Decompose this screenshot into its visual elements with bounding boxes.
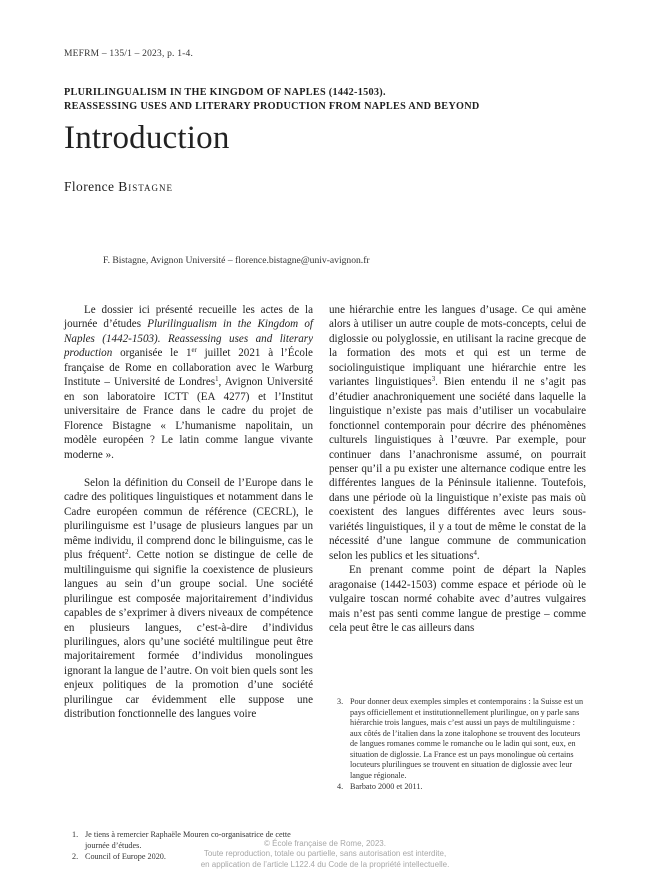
- copyright-line-1: © École française de Rome, 2023.: [264, 839, 386, 848]
- author-last-name: Bistagne: [118, 179, 173, 194]
- footnote-number: 1.: [72, 830, 79, 839]
- footnote-text: Barbato 2000 et 2011.: [350, 782, 423, 791]
- text-run: . Cette notion se distingue de celle de multilinguisme qui signifie la coexistence de plusieurs langues au sein d’un groupe social. Une société plurilingue est composée majoritairement d’individus capables de s’exprimer à divers niveaux de compétence en plusieurs langues, c’est-à-dire d’individus plurilingues, alors qu’une société multilingue peut être majoritairement formée d’individus monolingues ignorant la langue de l’autre. On voit bien quels sont les enjeux politiques de la promotion d’une société plurilingue car évidemment elle suppose une distribution fonctionnelle des langues voire: [64, 549, 313, 721]
- dossier-title: [64, 86, 604, 113]
- text-run: organisée le 1: [112, 347, 192, 360]
- footnote-ref-4[interactable]: 4: [473, 549, 477, 557]
- author-first-name: Florence: [64, 179, 115, 194]
- text-run: , Avignon Université en son laboratoire ICTT (EA 4277) et l’Institut universitaire de France dans le cadre du projet de Florence Bistagne « L’humanisme napolitain, un modèle européen ? Le latin comme langue vivante moderne ».: [64, 376, 313, 461]
- footnotes-right: [329, 697, 587, 794]
- italic-title: Plurilingualism in the Kingdom of Naples (1442-1503). Reassessing uses and literary production: [64, 318, 313, 360]
- dossier-title-line-1: PLURILINGUALISM IN THE KINGDOM OF NAPLES (1442-1503).: [64, 87, 386, 98]
- copyright-notice: [0, 839, 650, 870]
- footnote-text: Je tiens à remercier Raphaële Mouren co-organisatrice de cette journée d’études.: [85, 830, 291, 850]
- ordinal-superscript: er: [191, 347, 197, 355]
- footnote-ref-3[interactable]: 3: [431, 376, 436, 384]
- text-run: une hiérarchie entre les langues d’usage. Ce qui amène alors à utiliser un autre couple de mots-concepts, celui de diglossie ou polyglossie, en utilisant la racine grecque de la formation des mots et qui est un terme de sociolinguistique impliquant une hiérarchie entre les variantes linguistiques: [329, 304, 586, 389]
- paragraph-4: En prenant comme point de départ la Naples aragonaise (1442-1503) comme espace et période où le vulgaire toscan normé cohabite avec d’autres vulgaires mais n’est pas senti comme langue de prestige – comme cela peut être le cas ailleurs dans: [329, 564, 586, 634]
- dossier-title-line-2: REASSESSING USES AND LITERARY PRODUCTION FROM NAPLES AND BEYOND: [64, 100, 480, 112]
- text-run: Le dossier ici présenté recueille les actes de la journée d’études: [64, 304, 313, 331]
- text-run: juillet 2021 à l’École française de Rome en collaboration avec le Warburg Institute – Université de Londres: [64, 347, 313, 389]
- text-run: Selon la définition du Conseil de l’Europe dans le cadre des politiques linguistiques et notamment dans le Cadre européen commun de référence (CECRL), le plurilinguisme est l’usage de plusieurs langues par un même individu, il comprend donc le bilinguisme, cas le plus fréquent: [64, 476, 313, 562]
- footnote-text: Council of Europe 2020.: [85, 852, 166, 861]
- footnote-number: 3.: [337, 697, 344, 706]
- body-column-left: [64, 303, 313, 722]
- footnote-4: [329, 782, 587, 793]
- article-title: Introduction: [64, 120, 230, 156]
- copyright-line-2: Toute reproduction, totale ou partielle, sans autorisation est interdite,: [203, 849, 447, 859]
- paragraph-1: [64, 303, 313, 462]
- paragraph-2: [64, 476, 313, 722]
- footnote-ref-1[interactable]: 1: [215, 376, 219, 384]
- footnote-text: Pour donner deux exemples simples et contemporains : la Suisse est un pays officiellement et institutionnellement plurilingue, on y parle sans hiérarchie trois langues, mais c’est aussi un pays de multilinguisme : aux côtés de l’italien dans la zone italophone se trouvent des locuteurs de langues romanes comme le romanche ou le ladin qui sont, eux, en situation de diglossie. La France est un pays monolingue où certains locuteurs plurilingues se trouvent en situation de diglossie avec leur langue régionale.: [350, 697, 584, 780]
- text-run: .: [476, 549, 480, 562]
- author-affiliation: F. Bistagne, Avignon Université – florence.bistagne@univ-avignon.fr: [103, 255, 370, 266]
- copyright-line-3: en application de l’article L122.4 du Code de la propriété intellectuelle.: [200, 859, 450, 869]
- footnote-number: 2.: [72, 852, 79, 861]
- footnote-3: [329, 697, 587, 781]
- paragraph-3: [329, 303, 586, 563]
- footnote-ref-2[interactable]: 2: [124, 549, 129, 557]
- author-name: [64, 179, 173, 195]
- text-run: . Bien entendu il ne s’agit pas d’étudier anachroniquement une société dans laquelle la linguistique n’existe pas mais d’utiliser un vocabulaire fonctionnel contemporain pour décrire des phénomènes culturels linguistiques à l’œuvre. Par exemple, pour continuer dans l’anachronisme assumé, on pourrait penser qu’il a pu exister une alternance codique entre les différentes langues de la Péninsule italienne. Toutefois, dans une période où la linguistique n’existe pas mais où coexistent des langues différentes avec leurs sous-variétés linguistiques, il y a tout de même le constat de la nécessité d’une langue commune de communication selon les publics et les situations: [329, 376, 586, 562]
- footnote-number: 4.: [337, 782, 344, 791]
- body-column-right: [329, 303, 586, 635]
- journal-reference: MEFRM – 135/1 – 2023, p. 1-4.: [64, 49, 194, 59]
